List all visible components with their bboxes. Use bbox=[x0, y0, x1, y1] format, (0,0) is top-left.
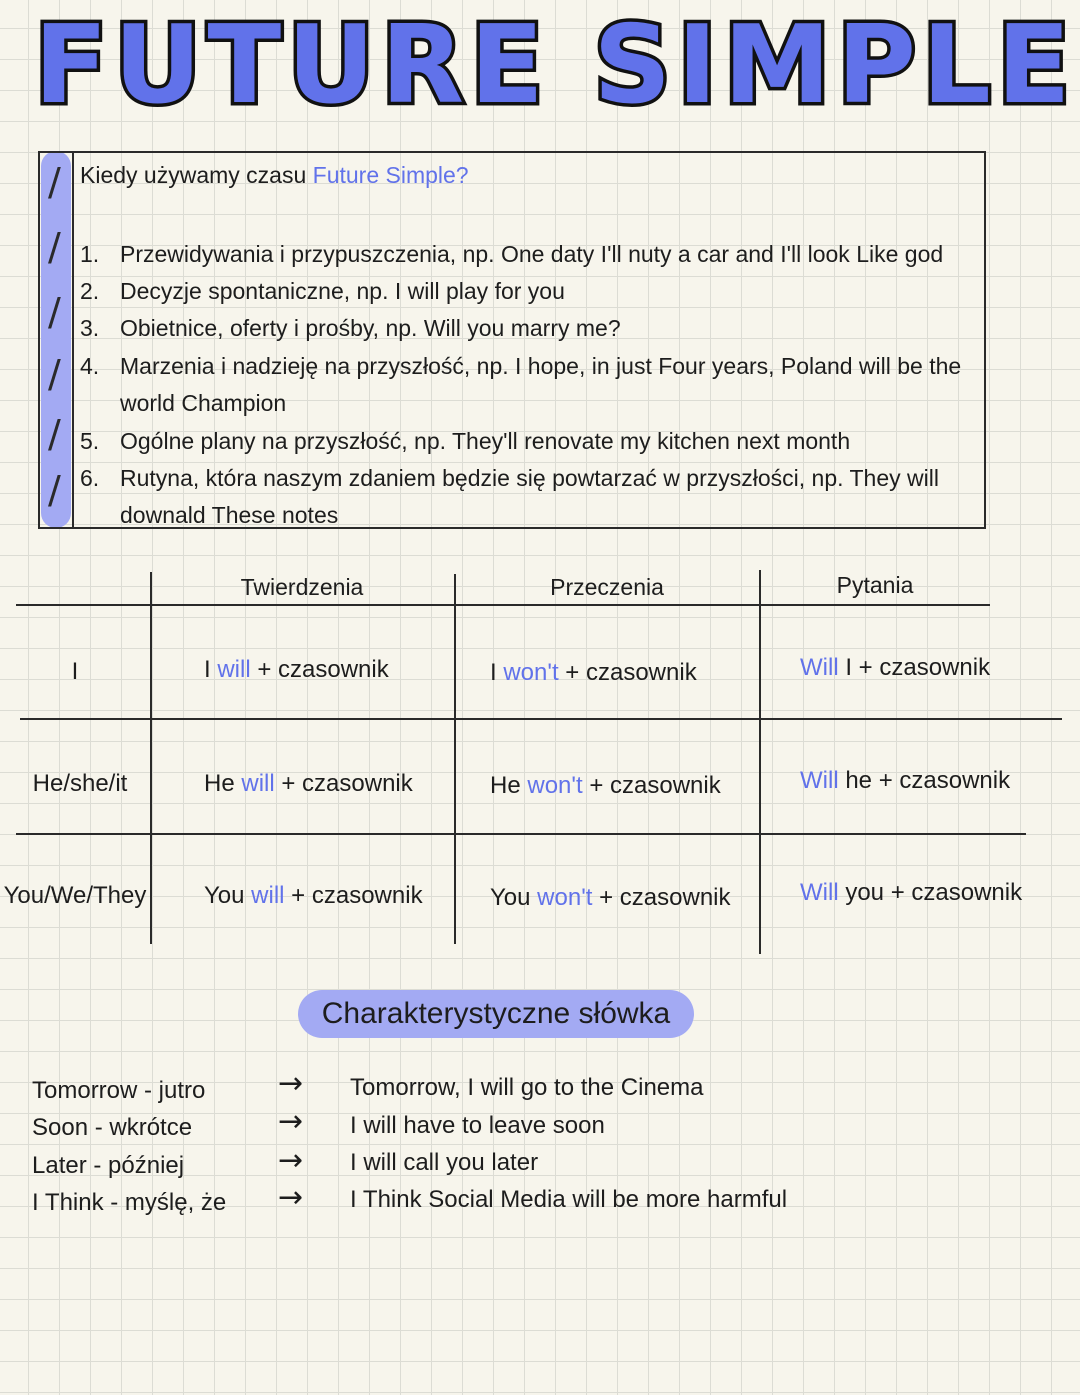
vocab-heading: Charakterystyczne słówka bbox=[298, 990, 694, 1038]
positive-cell bbox=[204, 656, 389, 684]
auxiliary: will bbox=[251, 882, 285, 909]
question-cell bbox=[800, 767, 1010, 795]
arrow-icon: → bbox=[278, 1066, 304, 1101]
row-label: I bbox=[71, 658, 79, 685]
item-text: Marzenia i nadzieję na przyszłość, np. I hope, in just Four years, Poland will be the world Champion bbox=[120, 353, 962, 416]
vocab-example: I Think Social Media will be more harmful bbox=[350, 1186, 788, 1213]
verb-hint: + czasownik bbox=[858, 654, 991, 681]
auxiliary: will bbox=[217, 656, 251, 683]
negative-cell bbox=[490, 884, 731, 912]
vocab-example: Tomorrow, I will go to the Cinema bbox=[350, 1074, 704, 1101]
subject: He bbox=[204, 770, 235, 797]
subject: You bbox=[490, 884, 531, 911]
subject: He bbox=[490, 772, 521, 799]
verb-hint: + czasownik bbox=[890, 879, 1023, 906]
auxiliary: won't bbox=[527, 772, 583, 799]
negative-cell bbox=[490, 772, 721, 800]
question-cell bbox=[800, 654, 990, 682]
header-positive: Twierdzenia bbox=[240, 574, 364, 600]
subject: you bbox=[845, 879, 885, 906]
positive-cell bbox=[204, 770, 413, 798]
subject: I bbox=[490, 659, 497, 686]
table-rule bbox=[20, 718, 1062, 720]
subject: You bbox=[204, 882, 245, 909]
arrow-icon: → bbox=[278, 1180, 304, 1215]
item-number: 1. bbox=[80, 241, 100, 267]
table-rule bbox=[16, 604, 990, 606]
item-text: Ogólne plany na przyszłość, np. They'll renovate my kitchen next month bbox=[120, 428, 851, 454]
item-number: 5. bbox=[80, 428, 100, 454]
table-rule bbox=[16, 833, 1026, 835]
item-number: 4. bbox=[80, 353, 100, 379]
header-negative: Przeczenia bbox=[550, 574, 664, 600]
slash-mark: / bbox=[48, 290, 61, 334]
question-highlight: Future Simple? bbox=[312, 162, 469, 188]
usage-question bbox=[80, 162, 469, 189]
vocab-example: I will call you later bbox=[350, 1149, 539, 1176]
item-number: 2. bbox=[80, 278, 100, 304]
vocab-example: I will have to leave soon bbox=[350, 1112, 605, 1139]
vocab-word: I Think - myślę, że bbox=[32, 1189, 227, 1216]
vocab-word: Tomorrow - jutro bbox=[32, 1077, 206, 1104]
auxiliary: won't bbox=[537, 884, 593, 911]
verb-hint: + czasownik bbox=[565, 659, 697, 686]
verb-hint: + czasownik bbox=[599, 884, 731, 911]
verb-hint: + czasownik bbox=[878, 767, 1011, 794]
subject: I bbox=[204, 656, 211, 683]
item-text: Decyzje spontaniczne, np. I will play for you bbox=[120, 278, 565, 304]
verb-hint: + czasownik bbox=[291, 882, 423, 909]
question-text: Kiedy używamy czasu bbox=[80, 162, 307, 188]
slash-mark: / bbox=[48, 468, 61, 512]
positive-cell bbox=[204, 882, 423, 910]
slash-mark: / bbox=[48, 352, 61, 396]
item-number: 3. bbox=[80, 315, 100, 341]
row-label: He/she/it bbox=[32, 770, 128, 797]
table-rule bbox=[150, 572, 152, 944]
vocab-word: Later - później bbox=[32, 1152, 185, 1179]
arrow-icon: → bbox=[278, 1143, 304, 1178]
question-cell bbox=[800, 879, 1022, 907]
item-text: Obietnice, oferty i prośby, np. Will you marry me? bbox=[120, 315, 621, 341]
header-question: Pytania bbox=[836, 572, 914, 598]
auxiliary: will bbox=[241, 770, 275, 797]
auxiliary: Will bbox=[800, 879, 839, 906]
item-text: Rutyna, która naszym zdaniem będzie się powtarzać w przyszłości, np. They will downald These notes bbox=[120, 465, 939, 528]
vocab-word: Soon - wkrótce bbox=[32, 1114, 193, 1141]
item-number: 6. bbox=[80, 465, 100, 491]
verb-hint: + czasownik bbox=[589, 772, 721, 799]
auxiliary: won't bbox=[503, 659, 559, 686]
subject: he bbox=[845, 767, 873, 794]
auxiliary: Will bbox=[800, 767, 839, 794]
slash-mark: / bbox=[48, 412, 61, 456]
slash-mark: / bbox=[48, 225, 61, 269]
item-text: Przewidywania i przypuszczenia, np. One daty I'll nuty a car and I'll look Like god bbox=[120, 241, 944, 267]
page-title: FUTURE SIMPLE bbox=[34, 3, 1077, 128]
verb-hint: + czasownik bbox=[257, 656, 389, 683]
table-rule bbox=[454, 574, 456, 944]
verb-hint: + czasownik bbox=[281, 770, 413, 797]
subject: I bbox=[845, 654, 852, 681]
arrow-icon: → bbox=[278, 1104, 304, 1139]
slash-mark: / bbox=[48, 160, 61, 204]
table-rule bbox=[759, 570, 761, 954]
row-label: You/We/They bbox=[3, 882, 147, 909]
negative-cell bbox=[490, 659, 697, 687]
auxiliary: Will bbox=[800, 654, 839, 681]
